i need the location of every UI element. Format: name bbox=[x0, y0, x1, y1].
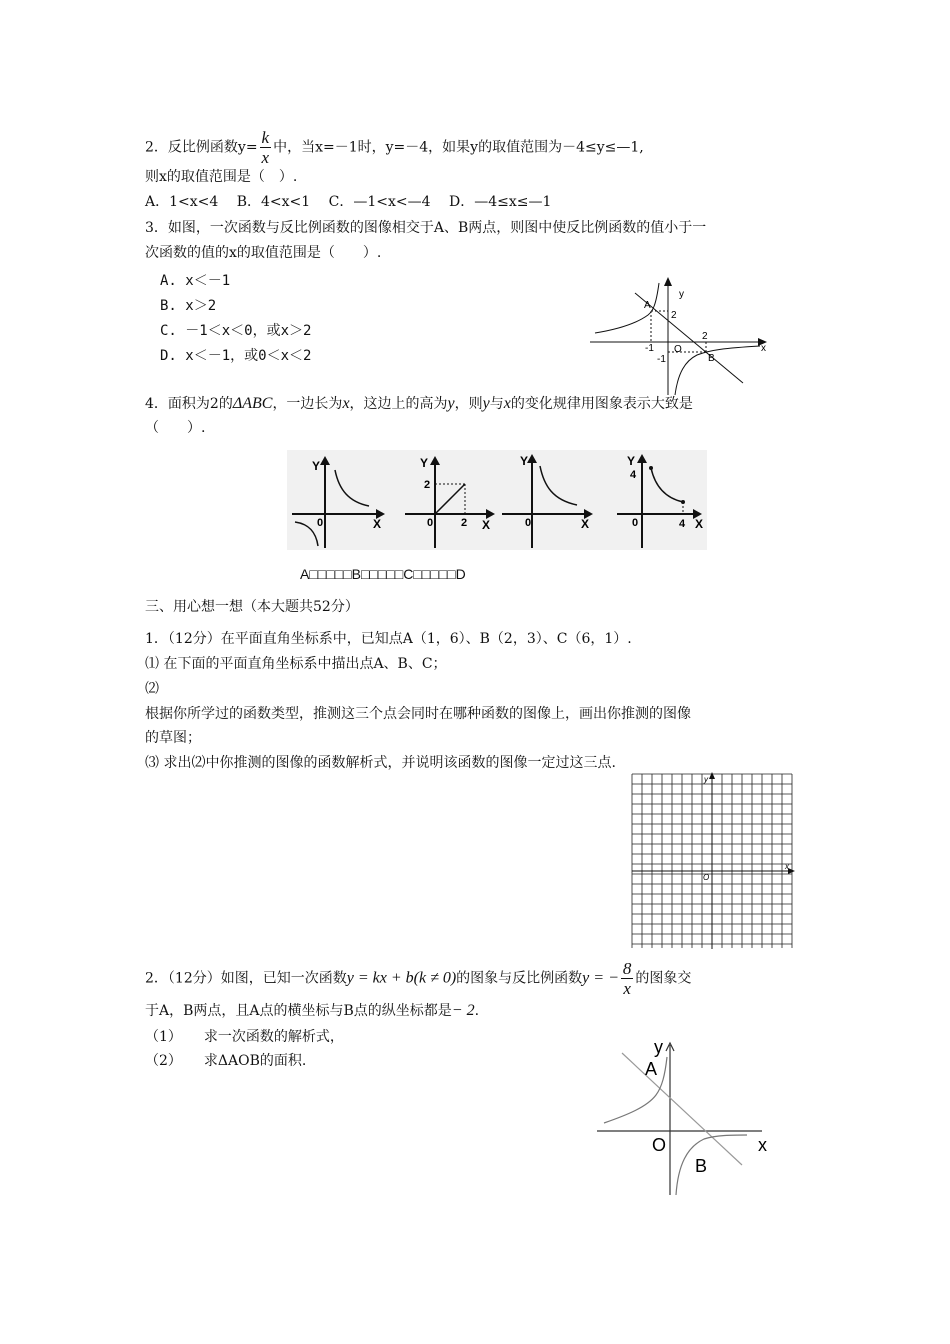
q3-option-a: A. x＜－1 bbox=[160, 273, 231, 289]
p2-hyperbola-right bbox=[676, 1135, 747, 1195]
q4-b-x-label: X bbox=[482, 518, 491, 532]
q2-suffix: 中，当x=－1时，y=－4，如果y的取值范围为－4≤y≤—1, bbox=[273, 139, 644, 156]
p2-frac-den: x bbox=[623, 979, 631, 998]
p2-item2-num: （2） bbox=[145, 1053, 182, 1069]
q3-y-label: y bbox=[679, 289, 684, 300]
q2-fraction bbox=[260, 128, 272, 167]
q4-d-x-label: X bbox=[695, 517, 704, 531]
p1-item3: ⑶ 求出⑵中你推测的图像的函数解析式，并说明该函数的图像一定过这三点. bbox=[145, 755, 616, 771]
p2-hyperbola-left bbox=[604, 1057, 667, 1123]
p2-linear: y = kx + b(k ≠ 0) bbox=[346, 969, 457, 987]
p2-item1-num: （1） bbox=[145, 1029, 182, 1045]
q3-point-b: B bbox=[708, 353, 715, 364]
q4-suffix: 的变化规律用图象表示大致是 bbox=[510, 396, 693, 412]
q3-tick-neg1x: -1 bbox=[645, 343, 654, 354]
p1-item2-line1: 根据你所学过的函数类型，推测这三个点会同时在哪种函数的图像上，画出你推测的图像 bbox=[145, 706, 691, 722]
q4-b-origin: 0 bbox=[427, 517, 434, 529]
q2-options: A．1<x<4 B．4<x<1 C．—1<x<—4 D．—4≤x≤—1 bbox=[145, 194, 552, 210]
q3-figure bbox=[585, 275, 780, 400]
p1-grid-x-label: x bbox=[785, 862, 789, 871]
p1-grid-y-arrow bbox=[709, 772, 715, 779]
q4-triangle: ΔABC bbox=[232, 395, 273, 412]
q4-mid2: ，这边上的高为 bbox=[349, 396, 448, 412]
p2-item1 bbox=[145, 1027, 344, 1047]
p1-coordinate-grid bbox=[630, 772, 795, 950]
q3-origin: O bbox=[674, 344, 682, 355]
p1-line1: 1．（12分）在平面直角坐标系中，已知点A（1，6）、B（2，3）、C（6，1）. bbox=[145, 631, 632, 647]
q4-var-x: x bbox=[342, 395, 350, 412]
q4-prefix: 4．面积为2的 bbox=[145, 396, 233, 412]
q3-tick-2x: 2 bbox=[702, 331, 708, 342]
p2-point-a: A bbox=[645, 1059, 658, 1079]
q3-line2: 次函数的值的x的取值范围是（ ）. bbox=[145, 245, 382, 261]
p2-inverse-lhs: y = − bbox=[582, 969, 619, 987]
p2-mid: 的图象与反比例函数 bbox=[456, 970, 583, 987]
p1-item1: ⑴ 在下面的平面直角坐标系中描出点A、B、C； bbox=[145, 656, 447, 672]
q3-line bbox=[635, 293, 743, 383]
q3-point-a: A bbox=[644, 300, 651, 311]
q4-graphs-background bbox=[287, 450, 707, 550]
q4-d-origin: 0 bbox=[632, 517, 639, 529]
p2-figure bbox=[592, 1035, 782, 1200]
p1-grid-x-arrow bbox=[788, 868, 795, 874]
q4-graphs-panel bbox=[287, 450, 707, 550]
q3-option-b: B. x＞2 bbox=[160, 298, 217, 314]
p2-item2-text: 求ΔAOB的面积. bbox=[203, 1053, 307, 1069]
q4-b-y-label: Y bbox=[420, 456, 429, 470]
p2-item2 bbox=[145, 1051, 306, 1071]
q3-x-label: x bbox=[761, 343, 766, 354]
p2-line2-text: 于A，B两点，且A点的横坐标与B点的纵坐标都是 bbox=[145, 1003, 452, 1019]
q4-a-origin: 0 bbox=[317, 517, 324, 529]
q4-line1 bbox=[145, 394, 693, 414]
q4-mid3: ，则 bbox=[454, 396, 483, 412]
p2-line bbox=[622, 1053, 742, 1165]
q4-c-x-label: X bbox=[581, 517, 590, 531]
p2-line1 bbox=[145, 959, 691, 998]
q4-b-y-tick: 2 bbox=[424, 479, 431, 491]
p2-y-label: y bbox=[654, 1037, 663, 1057]
q3-option-d: D. x＜－1，或0＜x＜2 bbox=[160, 348, 312, 364]
p2-fraction bbox=[621, 959, 634, 998]
p1-item2-line2: 的草图； bbox=[145, 730, 201, 746]
q3-tick-2y: 2 bbox=[671, 310, 677, 321]
q4-var-y2: y bbox=[482, 395, 490, 412]
p2-suffix: 的图象交 bbox=[635, 970, 692, 987]
q4-c-origin: 0 bbox=[525, 517, 532, 529]
q4-d-x-tick: 4 bbox=[679, 518, 686, 530]
q3-option-c: C. －1＜x＜0，或x＞2 bbox=[160, 323, 312, 339]
q4-choice-labels: A□□□□□B□□□□□C□□□□□D bbox=[300, 566, 466, 582]
p2-x-label: x bbox=[758, 1135, 767, 1155]
q3-y-arrow bbox=[664, 277, 672, 286]
q4-mid4: 与 bbox=[489, 396, 504, 412]
q4-d-y-tick: 4 bbox=[630, 469, 637, 481]
p2-line2-value: − 2 bbox=[451, 1002, 475, 1019]
q4-line2: （ ）. bbox=[145, 420, 206, 436]
q2-prefix: 2．反比例函数y= bbox=[145, 139, 258, 156]
q4-a-y-label: Y bbox=[312, 459, 321, 473]
section3-title: 三、用心想一想（本大题共52分） bbox=[145, 599, 359, 615]
p2-line2-end: . bbox=[474, 1003, 480, 1019]
p1-grid-y-label: y bbox=[704, 775, 708, 784]
q4-var-x2: x bbox=[503, 395, 511, 412]
p2-frac-num: 8 bbox=[622, 959, 632, 978]
q2-frac-num: k bbox=[261, 128, 270, 147]
p2-prefix: 2．（12分）如图，已知一次函数 bbox=[145, 970, 347, 987]
q4-mid1: ，一边长为 bbox=[272, 396, 343, 412]
p1-grid-origin: O bbox=[703, 873, 710, 882]
q2-line2: 则x的取值范围是（ ）. bbox=[145, 169, 298, 185]
p2-point-b: B bbox=[695, 1156, 708, 1176]
q4-b-x-tick: 2 bbox=[461, 517, 468, 529]
p2-origin: O bbox=[652, 1135, 667, 1155]
q3-hyperbola-right bbox=[675, 346, 760, 395]
q4-c-y-label: Y bbox=[520, 454, 529, 468]
q3-tick-neg1y: -1 bbox=[657, 354, 666, 365]
q4-var-y: y bbox=[447, 395, 455, 412]
q3-line1: 3．如图，一次函数与反比例函数的图像相交于A、B两点，则图中使反比例函数的值小于一 bbox=[145, 220, 707, 236]
q4-a-x-label: X bbox=[373, 517, 382, 531]
p2-line2 bbox=[145, 1001, 479, 1021]
p2-item1-text: 求一次函数的解析式， bbox=[203, 1029, 344, 1045]
q2-frac-den: x bbox=[261, 148, 270, 167]
q4-d-y-label: Y bbox=[627, 454, 636, 468]
p1-item2-label: ⑵ bbox=[145, 681, 159, 697]
q2-line1 bbox=[145, 128, 644, 167]
